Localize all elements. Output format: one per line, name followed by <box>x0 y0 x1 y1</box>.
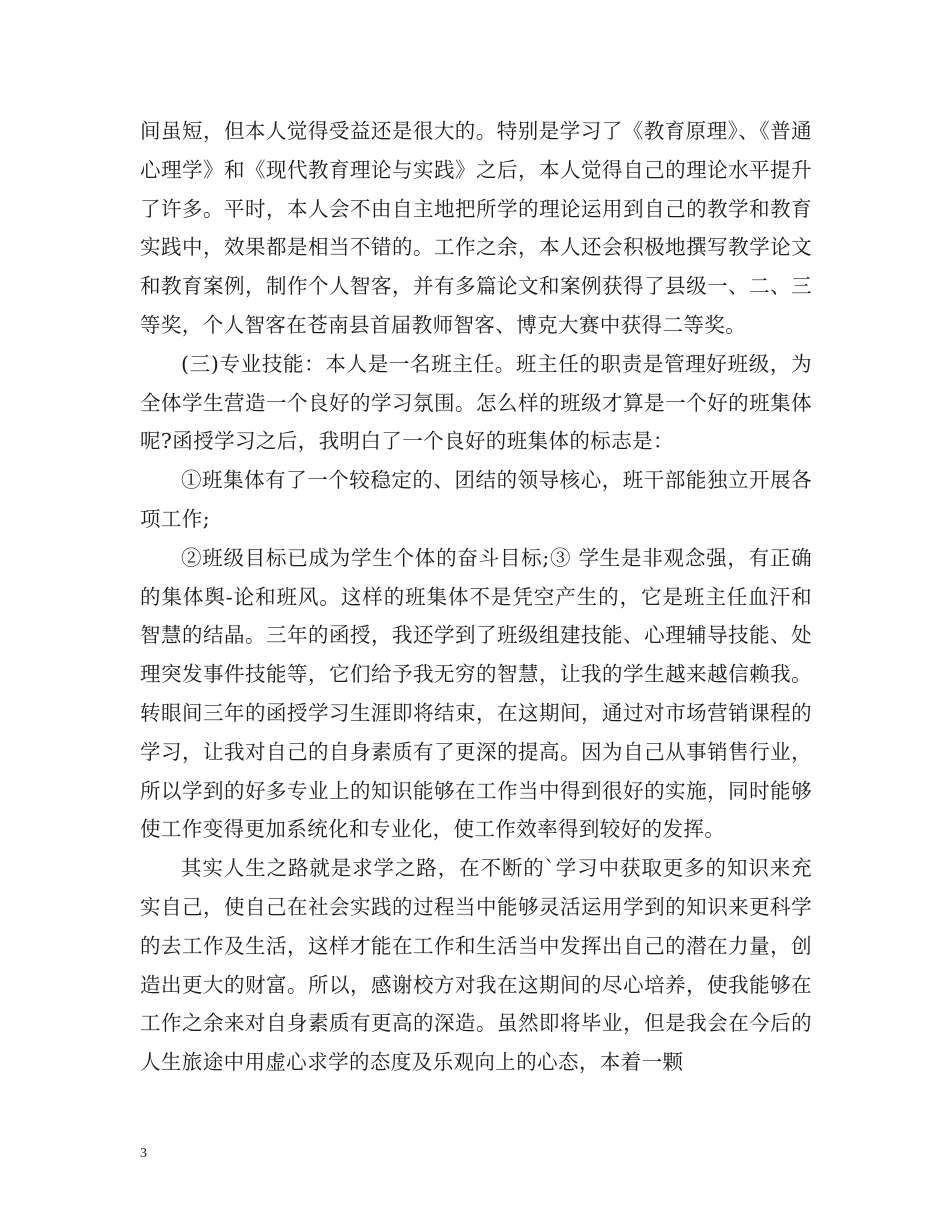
paragraph-item-1: ①班集体有了一个较稳定的、团结的领导核心，班干部能独立开展各项工作; <box>140 468 812 531</box>
paragraph-conclusion: 其实人生之路就是求学之路，在不断的`学习中获取更多的知识来充实自己，使自己在社会实践的过程当中能够灵活运用学到的知识来更科学的去工作及生活，这样才能在工作和生活当中发挥出自己的潜在力量，创造出更大的财富。所以，感谢校方对我在这期间的尽心培养，使我能够在工作之余来对自身素质有更高的深造。虽然即将毕业，但是我会在今后的人生旅途中用虚心求学的态度及乐观向上的心态，本着一颗 <box>140 856 812 1075</box>
page-number: 3 <box>140 1146 147 1161</box>
body-text <box>140 112 812 1082</box>
paragraph-item-2: ②班级目标已成为学生个体的奋斗目标;③ 学生是非观念强，有正确的集体舆-论和班风。这样的班集体不是凭空产生的，它是班主任血汗和智慧的结晶。三年的函授，我还学到了班级组建技能、心理辅导技能、处理突发事件技能等，它们给予我无穷的智慧，让我的学生越来越信赖我。转眼间三年的函授学习生涯即将结束，在这期间，通过对市场营销课程的学习，让我对自己的自身素质有了更深的提高。因为自己从事销售行业，所以学到的好多专业上的知识能够在工作当中得到很好的实施，同时能够使工作变得更加系统化和专业化，使工作效率得到较好的发挥。 <box>140 545 812 842</box>
paragraph-professional-skills: (三)专业技能：本人是一名班主任。班主任的职责是管理好班级，为全体学生营造一个良好的学习氛围。怎么样的班级才算是一个好的班集体呢?函授学习之后，我明白了一个良好的班集体的标志是： <box>140 351 812 454</box>
paragraph-continuation: 间虽短，但本人觉得受益还是很大的。特别是学习了《教育原理》、《普通心理学》和《现代教育理论与实践》之后，本人觉得自己的理论水平提升了许多。平时，本人会不由自主地把所学的理论运用到自己的教学和教育实践中，效果都是相当不错的。工作之余，本人还会积极地撰写教学论文和教育案例，制作个人智客，并有多篇论文和案例获得了县级一、二、三等奖，个人智客在苍南县首届教师智客、博克大赛中获得二等奖。 <box>140 119 812 337</box>
